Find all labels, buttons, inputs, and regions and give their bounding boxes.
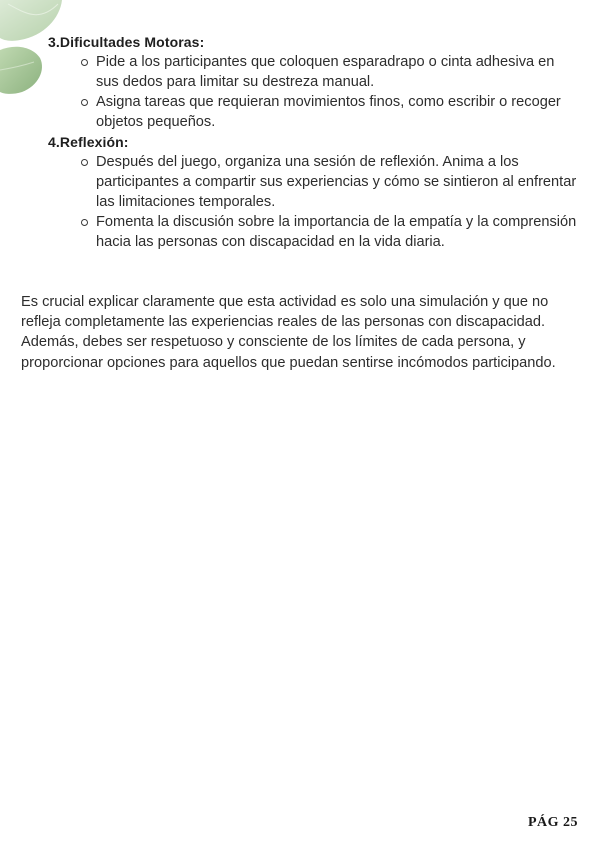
hollow-circle-bullet-icon: [81, 99, 88, 106]
list-item-text: Fomenta la discusión sobre la importancia de la empatía y la comprensión hacia las personas con discapacidad en la vida diaria.: [96, 214, 577, 250]
list-item: [48, 152, 578, 212]
list-item: [48, 92, 578, 132]
list-item-text: Pide a los participantes que coloquen esparadrapo o cinta adhesiva en sus dedos para limitar su destreza manual.: [96, 54, 555, 90]
bullet-list: [48, 52, 578, 132]
bullet-list: [48, 152, 578, 252]
hollow-circle-bullet-icon: [81, 159, 88, 166]
list-item-text: Asigna tareas que requieran movimientos finos, como escribir o recoger objetos pequeños.: [96, 94, 561, 130]
closing-paragraph: Es crucial explicar claramente que esta actividad es solo una simulación y que no refleja completamente las experiencias reales de las personas con discapacidad.: [21, 294, 549, 331]
section-reflexion: [48, 132, 578, 252]
closing-paragraph: Además, debes ser respetuoso y consciente de los límites de cada persona, y proporcionar opciones para aquellos que puedan sentirse incómodos participando.: [21, 334, 556, 371]
section-heading: 4.Reflexión:: [48, 134, 129, 150]
list-item-text: Después del juego, organiza una sesión de reflexión. Anima a los participantes a compartir sus experiencias y cómo se sintieron al enfrentar las limitaciones temporales.: [96, 154, 577, 210]
page-number: PÁG 25: [527, 815, 578, 830]
hollow-circle-bullet-icon: [81, 59, 88, 66]
list-item: [48, 52, 578, 92]
hollow-circle-bullet-icon: [81, 219, 88, 226]
closing-paragraphs: [21, 292, 586, 373]
list-item: [48, 212, 578, 252]
section-dificultades-motoras: [48, 32, 578, 132]
section-heading: 3.Dificultades Motoras:: [48, 34, 205, 50]
